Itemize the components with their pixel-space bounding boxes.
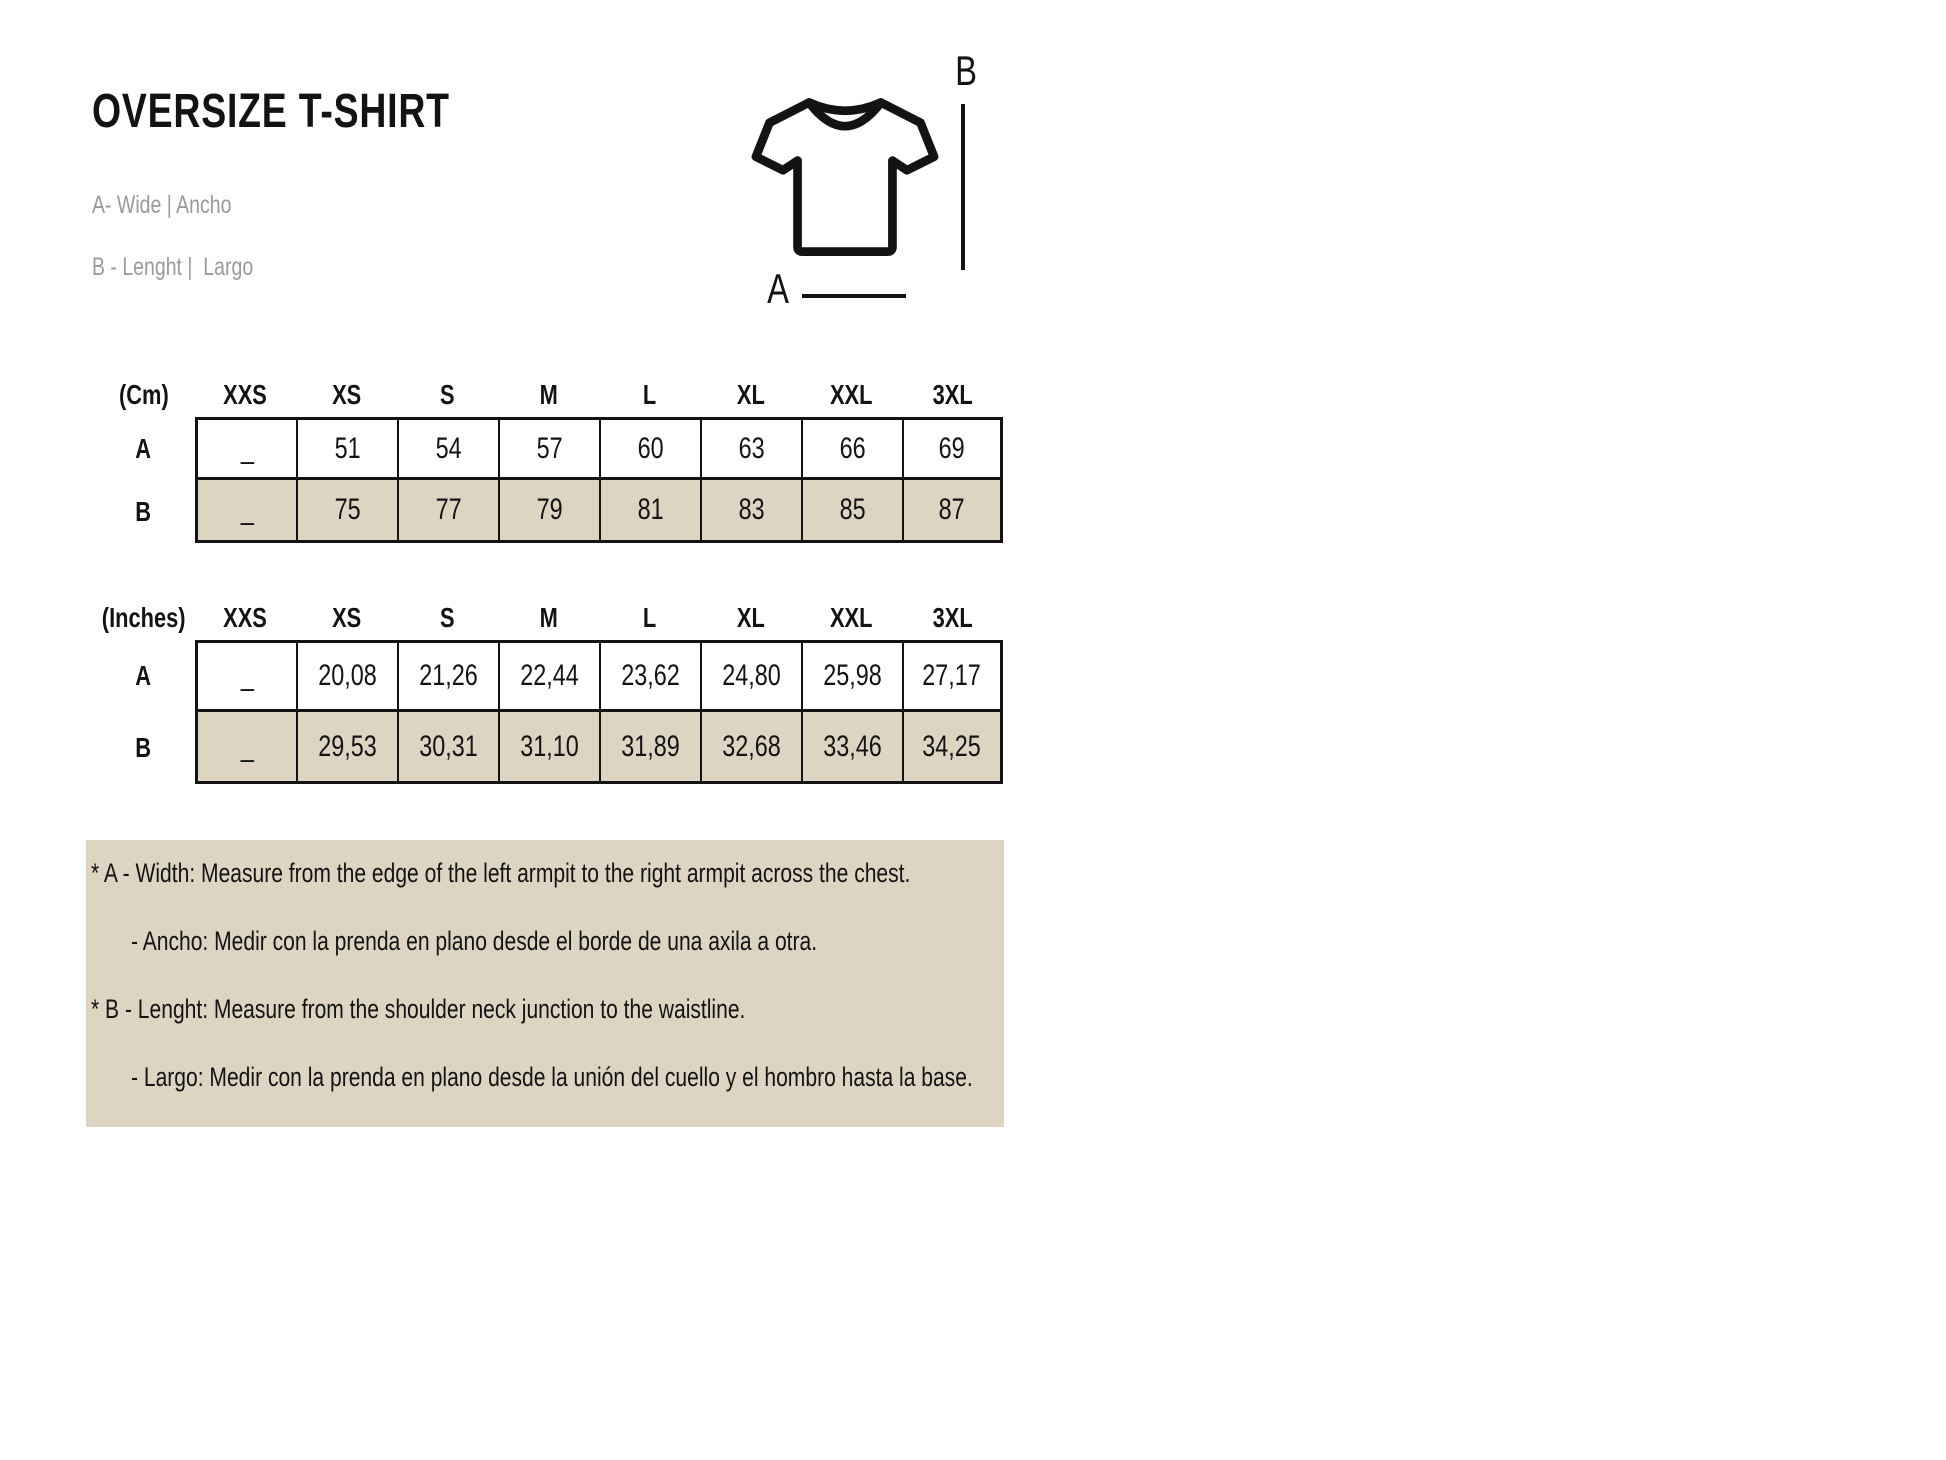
size-header-xl xyxy=(700,596,801,640)
size-header-m xyxy=(498,373,599,417)
dimension-b-text: B xyxy=(955,47,977,94)
size-header-text: XS xyxy=(331,379,362,410)
size-header-text: XXL xyxy=(830,379,873,410)
size-value-text: 54 xyxy=(435,431,462,465)
size-header-s xyxy=(397,596,498,640)
size-value-text: 83 xyxy=(738,493,765,526)
page-title xyxy=(92,85,551,139)
size-value xyxy=(397,712,498,784)
size-value xyxy=(902,480,1003,543)
size-header-xs xyxy=(296,373,397,417)
size-value-text: 31,89 xyxy=(621,729,680,763)
row-label-text: B xyxy=(135,495,152,527)
size-header-text: XXS xyxy=(223,379,268,410)
row-label-b xyxy=(92,712,195,784)
note-line-b-es-text: - Largo: Medir con la prenda en plano desde la unión del cuello y el hombro hasta la base. xyxy=(131,1062,973,1092)
size-header-3xl xyxy=(902,373,1003,417)
size-value-text: 20,08 xyxy=(318,659,377,692)
legend-wide xyxy=(92,190,271,220)
size-value-text: _ xyxy=(240,431,254,465)
note-line-b-es xyxy=(91,1060,996,1094)
size-value-text: 63 xyxy=(738,431,765,465)
size-value xyxy=(195,640,296,712)
dimension-b-label xyxy=(944,47,988,94)
size-value xyxy=(498,712,599,784)
size-value-text: 34,25 xyxy=(922,729,982,763)
size-value xyxy=(296,640,397,712)
size-value xyxy=(397,480,498,543)
size-header-text: XL xyxy=(736,602,765,633)
size-header-xs xyxy=(296,596,397,640)
unit-label-cm xyxy=(92,373,195,417)
size-value-text: 79 xyxy=(536,493,563,526)
size-value-text: 33,46 xyxy=(823,729,882,763)
size-value-text: 24,80 xyxy=(722,659,781,692)
size-value-text: 30,31 xyxy=(419,729,478,763)
table-row-b-cm xyxy=(92,480,1003,543)
size-value xyxy=(599,712,700,784)
size-value xyxy=(195,480,296,543)
size-value xyxy=(902,640,1003,712)
table-row-a-cm xyxy=(92,417,1003,480)
size-value xyxy=(296,480,397,543)
size-value xyxy=(801,480,902,543)
size-value xyxy=(700,640,801,712)
size-value xyxy=(498,417,599,480)
row-label-text: B xyxy=(135,732,152,763)
size-value xyxy=(902,712,1003,784)
size-value xyxy=(296,712,397,784)
size-value-text: 21,26 xyxy=(419,659,478,692)
size-header-text: XS xyxy=(331,602,362,633)
size-value-text: 27,17 xyxy=(922,659,982,692)
size-value-text: 60 xyxy=(637,431,664,465)
size-value-text: 32,68 xyxy=(722,729,781,763)
dimension-a-label xyxy=(756,265,800,312)
size-value-text: 66 xyxy=(839,431,866,465)
size-header-text: S xyxy=(440,379,455,410)
size-value xyxy=(397,640,498,712)
unit-label-inches xyxy=(92,596,195,640)
size-header-text: L xyxy=(642,379,657,410)
unit-label-cm-text: (Cm) xyxy=(118,379,169,410)
row-label-b xyxy=(92,480,195,543)
table-row-a-inches xyxy=(92,640,1003,712)
note-line-a-en xyxy=(91,856,996,890)
size-header-m xyxy=(498,596,599,640)
table-row-b-inches xyxy=(92,712,1003,784)
size-value xyxy=(498,640,599,712)
size-header-l xyxy=(599,596,700,640)
size-header-xxs xyxy=(195,373,296,417)
page-title-text: OVERSIZE T-SHIRT xyxy=(92,85,450,139)
size-value xyxy=(498,480,599,543)
unit-label-inches-text: (Inches) xyxy=(101,602,186,633)
size-value-text: 25,98 xyxy=(823,659,882,692)
size-value-text: 69 xyxy=(938,431,966,465)
size-header-s xyxy=(397,373,498,417)
size-value-text: 51 xyxy=(334,431,361,465)
size-header-xxs xyxy=(195,596,296,640)
row-label-text: A xyxy=(135,432,152,464)
size-value xyxy=(801,417,902,480)
size-header-text: XXL xyxy=(830,602,873,633)
size-value-text: 23,62 xyxy=(621,659,680,692)
tshirt-outline xyxy=(746,86,944,270)
dimension-a-text: A xyxy=(767,265,789,312)
size-value-text: _ xyxy=(240,659,254,692)
size-header-text: M xyxy=(539,379,558,410)
size-value xyxy=(801,712,902,784)
size-value xyxy=(296,417,397,480)
size-header-text: 3XL xyxy=(932,602,973,633)
dimension-a-line xyxy=(802,294,906,298)
size-value-text: _ xyxy=(240,493,254,526)
size-table-inches-header xyxy=(92,596,1003,640)
size-value xyxy=(397,417,498,480)
size-value xyxy=(801,640,902,712)
size-value xyxy=(599,640,700,712)
size-value xyxy=(902,417,1003,480)
size-header-xxl xyxy=(801,596,902,640)
size-header-3xl xyxy=(902,596,1003,640)
size-header-l xyxy=(599,373,700,417)
size-value-text: 81 xyxy=(637,493,664,526)
size-value xyxy=(195,417,296,480)
legend-wide-text: A- Wide | Ancho xyxy=(92,191,232,219)
size-value-text: 87 xyxy=(938,493,966,526)
size-value-text: 85 xyxy=(839,493,866,526)
size-value xyxy=(195,712,296,784)
size-value xyxy=(599,480,700,543)
dimension-b-line xyxy=(961,104,965,270)
legend-length-text: B - Lenght | Largo xyxy=(92,253,254,281)
row-label-a xyxy=(92,417,195,480)
row-label-text: A xyxy=(135,660,152,691)
size-table-inches xyxy=(92,596,1003,784)
size-value-text: 29,53 xyxy=(318,729,377,763)
size-header-text: S xyxy=(440,602,455,633)
size-value-text: 75 xyxy=(334,493,361,526)
size-value-text: _ xyxy=(240,729,254,763)
size-header-text: L xyxy=(642,602,657,633)
size-value-text: 31,10 xyxy=(520,729,579,763)
size-value xyxy=(700,417,801,480)
size-value-text: 22,44 xyxy=(520,659,579,692)
size-header-xl xyxy=(700,373,801,417)
size-value-text: 57 xyxy=(536,431,563,465)
size-header-text: XXS xyxy=(223,602,268,633)
size-header-text: 3XL xyxy=(932,379,973,410)
note-line-b-en xyxy=(91,992,996,1026)
measurement-notes-box xyxy=(86,840,1004,1127)
size-value-text: 77 xyxy=(435,493,462,526)
note-line-a-es-text: - Ancho: Medir con la prenda en plano desde el borde de una axila a otra. xyxy=(131,926,818,956)
size-table-cm-header xyxy=(92,373,1003,417)
note-line-a-en-text: * A - Width: Measure from the edge of the left armpit to the right armpit across the chest. xyxy=(91,858,911,888)
note-line-b-en-text: * B - Lenght: Measure from the shoulder neck junction to the waistline. xyxy=(91,994,746,1024)
size-value xyxy=(599,417,700,480)
row-label-a xyxy=(92,640,195,712)
legend-length xyxy=(92,252,299,282)
size-value xyxy=(700,712,801,784)
note-line-a-es xyxy=(91,924,996,958)
size-header-text: XL xyxy=(736,379,765,410)
size-header-xxl xyxy=(801,373,902,417)
size-table-cm xyxy=(92,373,1003,543)
tshirt-icon xyxy=(746,86,944,270)
size-header-text: M xyxy=(539,602,558,633)
size-value xyxy=(700,480,801,543)
